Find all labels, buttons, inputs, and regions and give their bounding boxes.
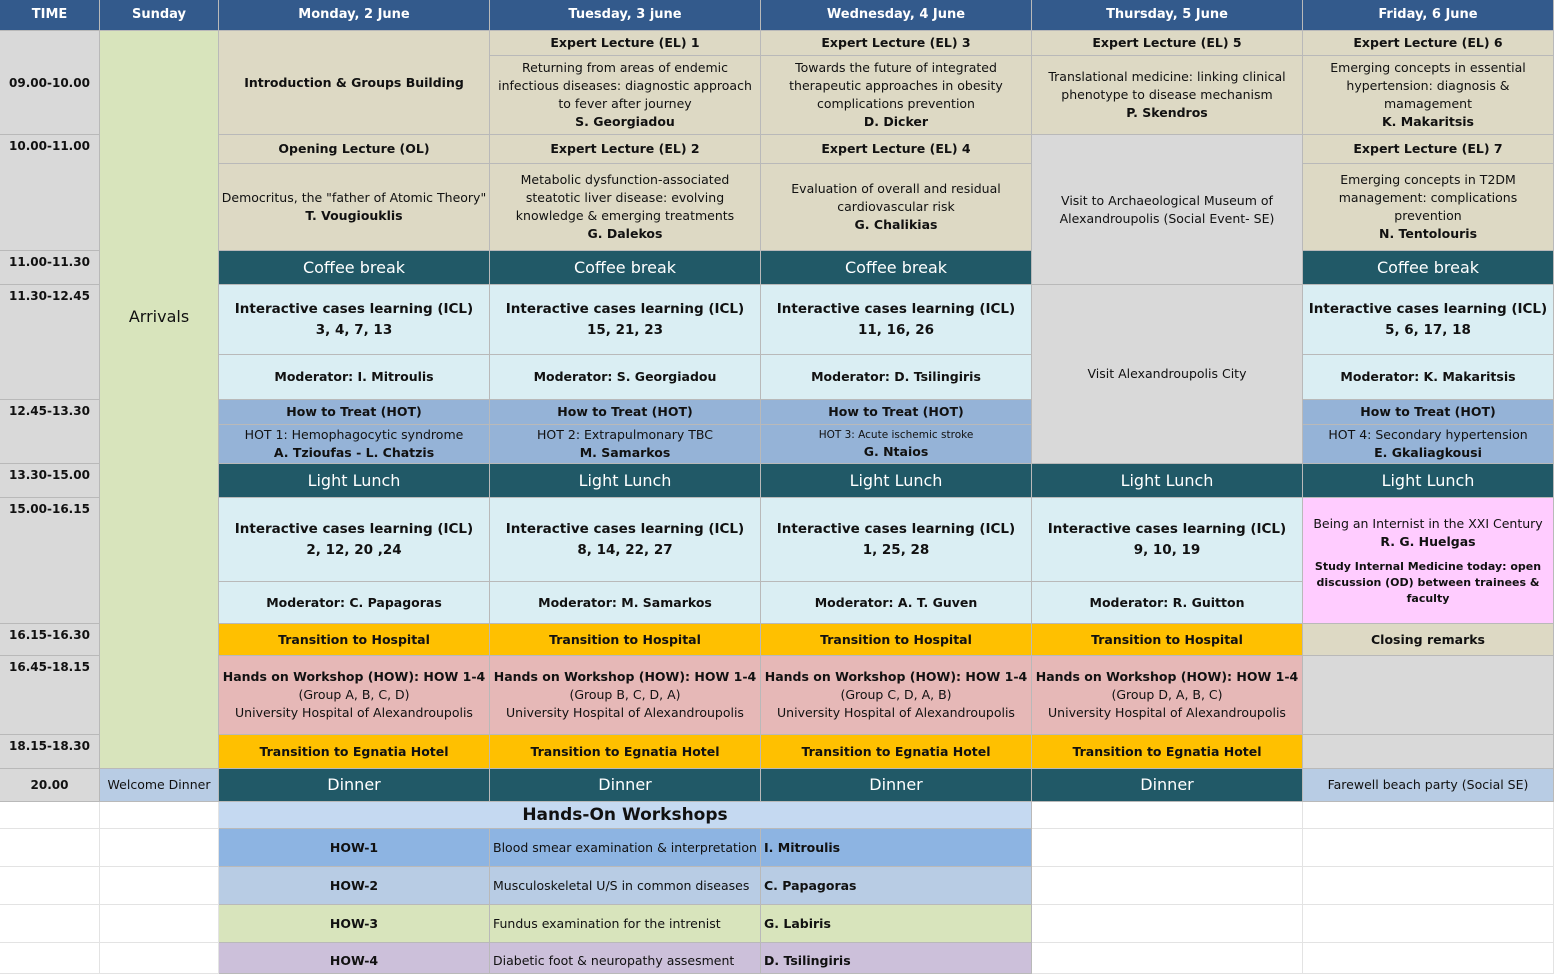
thursday-museum-visit: Visit to Archaeological Museum of Alexandroupolis (Social Event- SE)	[1032, 135, 1303, 285]
blank-cell	[1303, 802, 1554, 829]
friday-farewell-party: Farewell beach party (Social SE)	[1303, 769, 1554, 802]
workshop-tutor: I. Mitroulis	[761, 829, 1032, 867]
blank-cell	[0, 867, 100, 905]
tuesday-icl-afternoon	[490, 498, 761, 582]
monday-light-lunch: Light Lunch	[219, 464, 490, 498]
icl-title: Interactive cases learning (ICL)	[1047, 520, 1287, 537]
monday-opening-lecture-title: Opening Lecture (OL)	[219, 135, 490, 164]
thursday-icl-afternoon-moderator: Moderator: R. Guitton	[1032, 582, 1303, 624]
session-text: Being an Internist in the XXI Century	[1313, 516, 1543, 531]
wednesday-el4	[761, 164, 1032, 251]
time-slot: 16.45-18.15	[0, 656, 100, 735]
hot-text: HOT 2: Extrapulmonary TBC	[537, 427, 713, 442]
hot-text: HOT 3: Acute ischemic stroke	[818, 429, 974, 441]
blank-cell	[100, 905, 219, 943]
blank-cell	[1303, 867, 1554, 905]
tuesday-hot-title: How to Treat (HOT)	[490, 400, 761, 425]
lecture-text: Returning from areas of endemic infectious diseases: diagnostic approach to fever after journey	[498, 60, 752, 111]
thursday-workshop	[1032, 656, 1303, 735]
monday-icl-morning	[219, 285, 490, 355]
tuesday-el2	[490, 164, 761, 251]
monday-introduction: Introduction & Groups Building	[219, 31, 490, 135]
blank-cell	[0, 802, 100, 829]
icl-cases: 15, 21, 23	[586, 321, 664, 338]
wednesday-coffee-break: Coffee break	[761, 251, 1032, 285]
workshop-title: Hands on Workshop (HOW): HOW 1-4	[222, 669, 486, 684]
friday-internist-session	[1303, 498, 1554, 624]
open-discussion: Study Internal Medicine today: open discussion (OD) between trainees & faculty	[1314, 560, 1542, 605]
lecture-text: Democritus, the "father of Atomic Theory"	[221, 190, 487, 205]
workshop-tutor: D. Tsilingiris	[761, 943, 1032, 974]
lecture-text: Emerging concepts in essential hypertension: diagnosis & mamagement	[1330, 60, 1526, 111]
icl-title: Interactive cases learning (ICL)	[1308, 300, 1548, 317]
header-wednesday: Wednesday, 4 June	[761, 0, 1032, 31]
blank-cell	[100, 829, 219, 867]
monday-icl-afternoon	[219, 498, 490, 582]
time-slot: 11.30-12.45	[0, 285, 100, 400]
friday-empty-slot	[1303, 735, 1554, 769]
workshop-code: HOW-1	[219, 829, 490, 867]
workshop-title: Hands on Workshop (HOW): HOW 1-4	[764, 669, 1028, 684]
tuesday-transition-hotel: Transition to Egnatia Hotel	[490, 735, 761, 769]
workshop-code: HOW-2	[219, 867, 490, 905]
header-time: TIME	[0, 0, 100, 31]
lecture-text: Translational medicine: linking clinical phenotype to disease mechanism	[1048, 69, 1286, 102]
header-thursday: Thursday, 5 June	[1032, 0, 1303, 31]
workshops-title: Hands-On Workshops	[219, 802, 1032, 829]
hot-speaker: M. Samarkos	[579, 445, 671, 460]
header-tuesday: Tuesday, 3 june	[490, 0, 761, 31]
friday-hot	[1303, 425, 1554, 464]
wednesday-hot	[761, 425, 1032, 464]
lecture-speaker: D. Dicker	[863, 114, 929, 129]
thursday-transition-hospital: Transition to Hospital	[1032, 624, 1303, 656]
time-slot: 16.15-16.30	[0, 624, 100, 656]
monday-transition-hospital: Transition to Hospital	[219, 624, 490, 656]
tuesday-icl-afternoon-moderator: Moderator: M. Samarkos	[490, 582, 761, 624]
friday-el7	[1303, 164, 1554, 251]
wednesday-workshop	[761, 656, 1032, 735]
thursday-icl-afternoon	[1032, 498, 1303, 582]
wednesday-transition-hospital: Transition to Hospital	[761, 624, 1032, 656]
workshop-groups: (Group A, B, C, D)	[298, 687, 410, 702]
tuesday-el1-title: Expert Lecture (EL) 1	[490, 31, 761, 56]
time-slot: 12.45-13.30	[0, 400, 100, 464]
wednesday-icl-morning-moderator: Moderator: D. Tsilingiris	[761, 355, 1032, 400]
workshop-title: Hands on Workshop (HOW): HOW 1-4	[1035, 669, 1299, 684]
monday-transition-hotel: Transition to Egnatia Hotel	[219, 735, 490, 769]
monday-icl-afternoon-moderator: Moderator: C. Papagoras	[219, 582, 490, 624]
blank-cell	[1303, 905, 1554, 943]
icl-cases: 2, 12, 20 ,24	[306, 541, 402, 558]
lecture-speaker: G. Dalekos	[587, 226, 663, 241]
blank-cell	[1032, 943, 1303, 974]
friday-el6-title: Expert Lecture (EL) 6	[1303, 31, 1554, 56]
workshop-code: HOW-3	[219, 905, 490, 943]
tuesday-el1	[490, 56, 761, 135]
lecture-text: Towards the future of integrated therapeutic approaches in obesity complications prevention	[789, 60, 1003, 111]
lecture-speaker: N. Tentolouris	[1378, 226, 1478, 241]
monday-icl-morning-moderator: Moderator: I. Mitroulis	[219, 355, 490, 400]
hot-speaker: A. Tzioufas - L. Chatzis	[273, 445, 435, 460]
lecture-speaker: S. Georgiadou	[575, 114, 675, 129]
icl-title: Interactive cases learning (ICL)	[776, 520, 1016, 537]
workshop-topic: Musculoskeletal U/S in common diseases	[490, 867, 761, 905]
monday-hot	[219, 425, 490, 464]
wednesday-transition-hotel: Transition to Egnatia Hotel	[761, 735, 1032, 769]
blank-cell	[1032, 802, 1303, 829]
sunday-arrivals: Arrivals	[100, 31, 219, 769]
wednesday-light-lunch: Light Lunch	[761, 464, 1032, 498]
friday-icl-morning	[1303, 285, 1554, 355]
lecture-speaker: G. Chalikias	[854, 217, 938, 232]
icl-cases: 9, 10, 19	[1133, 541, 1201, 558]
friday-el6	[1303, 56, 1554, 135]
tuesday-workshop	[490, 656, 761, 735]
blank-cell	[100, 867, 219, 905]
icl-cases: 8, 14, 22, 27	[577, 541, 673, 558]
tuesday-coffee-break: Coffee break	[490, 251, 761, 285]
workshop-place: University Hospital of Alexandroupolis	[777, 705, 1015, 720]
blank-cell	[1303, 943, 1554, 974]
icl-title: Interactive cases learning (ICL)	[234, 300, 474, 317]
workshop-topic: Fundus examination for the intrenist	[490, 905, 761, 943]
time-slot: 18.15-18.30	[0, 735, 100, 769]
tuesday-transition-hospital: Transition to Hospital	[490, 624, 761, 656]
tuesday-icl-morning	[490, 285, 761, 355]
hot-speaker: E. Gkaliagkousi	[1374, 445, 1482, 460]
icl-title: Interactive cases learning (ICL)	[505, 520, 745, 537]
icl-cases: 1, 25, 28	[862, 541, 930, 558]
thursday-el5	[1032, 56, 1303, 135]
monday-hot-title: How to Treat (HOT)	[219, 400, 490, 425]
monday-coffee-break: Coffee break	[219, 251, 490, 285]
sunday-welcome-dinner: Welcome Dinner	[100, 769, 219, 802]
wednesday-el4-title: Expert Lecture (EL) 4	[761, 135, 1032, 164]
header-monday: Monday, 2 June	[219, 0, 490, 31]
wednesday-icl-afternoon	[761, 498, 1032, 582]
time-slot: 13.30-15.00	[0, 464, 100, 498]
blank-cell	[1032, 867, 1303, 905]
tuesday-dinner: Dinner	[490, 769, 761, 802]
icl-cases: 5, 6, 17, 18	[1385, 321, 1471, 338]
icl-cases: 11, 16, 26	[857, 321, 935, 338]
icl-title: Interactive cases learning (ICL)	[776, 300, 1016, 317]
monday-opening-lecture	[219, 164, 490, 251]
workshop-topic: Blood smear examination & interpretation	[490, 829, 761, 867]
workshop-topic: Diabetic foot & neuropathy assesment	[490, 943, 761, 974]
workshop-place: University Hospital of Alexandroupolis	[1048, 705, 1286, 720]
wednesday-dinner: Dinner	[761, 769, 1032, 802]
tuesday-light-lunch: Light Lunch	[490, 464, 761, 498]
monday-workshop	[219, 656, 490, 735]
workshop-groups: (Group D, A, B, C)	[1111, 687, 1223, 702]
blank-cell	[100, 943, 219, 974]
icl-title: Interactive cases learning (ICL)	[234, 520, 474, 537]
lecture-text: Evaluation of overall and residual cardiovascular risk	[791, 181, 1001, 214]
hot-text: HOT 4: Secondary hypertension	[1328, 427, 1528, 442]
wednesday-el3	[761, 56, 1032, 135]
blank-cell	[1032, 829, 1303, 867]
wednesday-hot-title: How to Treat (HOT)	[761, 400, 1032, 425]
workshop-tutor: C. Papagoras	[761, 867, 1032, 905]
friday-empty-slot	[1303, 656, 1554, 735]
lecture-text: Metabolic dysfunction-associated steatotic liver disease: evolving knowledge & emerging treatments	[515, 172, 735, 223]
time-slot: 11.00-11.30	[0, 251, 100, 285]
time-slot: 09.00-10.00	[0, 31, 100, 135]
friday-icl-morning-moderator: Moderator: K. Makaritsis	[1303, 355, 1554, 400]
blank-cell	[1032, 905, 1303, 943]
thursday-dinner: Dinner	[1032, 769, 1303, 802]
lecture-speaker: P. Skendros	[1126, 105, 1208, 120]
lecture-speaker: T. Vougiouklis	[305, 208, 403, 223]
icl-cases: 3, 4, 7, 13	[315, 321, 393, 338]
hot-text: HOT 1: Hemophagocytic syndrome	[244, 427, 464, 442]
time-slot: 10.00-11.00	[0, 135, 100, 251]
workshop-code: HOW-4	[219, 943, 490, 974]
hot-speaker: G. Ntaios	[863, 444, 929, 459]
friday-coffee-break: Coffee break	[1303, 251, 1554, 285]
wednesday-icl-morning	[761, 285, 1032, 355]
icl-title: Interactive cases learning (ICL)	[505, 300, 745, 317]
thursday-city-visit: Visit Alexandroupolis City	[1032, 285, 1303, 464]
workshop-groups: (Group C, D, A, B)	[840, 687, 952, 702]
tuesday-hot	[490, 425, 761, 464]
workshop-tutor: G. Labiris	[761, 905, 1032, 943]
workshop-place: University Hospital of Alexandroupolis	[235, 705, 473, 720]
header-sunday: Sunday	[100, 0, 219, 31]
blank-cell	[0, 943, 100, 974]
workshop-groups: (Group B, C, D, A)	[569, 687, 681, 702]
friday-closing-remarks: Closing remarks	[1303, 624, 1554, 656]
blank-cell	[0, 905, 100, 943]
friday-hot-title: How to Treat (HOT)	[1303, 400, 1554, 425]
time-slot: 15.00-16.15	[0, 498, 100, 624]
thursday-light-lunch: Light Lunch	[1032, 464, 1303, 498]
blank-cell	[100, 802, 219, 829]
time-slot: 20.00	[0, 769, 100, 802]
workshop-place: University Hospital of Alexandroupolis	[506, 705, 744, 720]
blank-cell	[0, 829, 100, 867]
friday-el7-title: Expert Lecture (EL) 7	[1303, 135, 1554, 164]
thursday-transition-hotel: Transition to Egnatia Hotel	[1032, 735, 1303, 769]
tuesday-el2-title: Expert Lecture (EL) 2	[490, 135, 761, 164]
blank-cell	[1303, 829, 1554, 867]
monday-dinner: Dinner	[219, 769, 490, 802]
workshop-title: Hands on Workshop (HOW): HOW 1-4	[493, 669, 757, 684]
lecture-speaker: K. Makaritsis	[1382, 114, 1474, 129]
header-friday: Friday, 6 June	[1303, 0, 1554, 31]
wednesday-icl-afternoon-moderator: Moderator: A. T. Guven	[761, 582, 1032, 624]
thursday-el5-title: Expert Lecture (EL) 5	[1032, 31, 1303, 56]
wednesday-el3-title: Expert Lecture (EL) 3	[761, 31, 1032, 56]
session-speaker: R. G. Huelgas	[1380, 534, 1476, 549]
lecture-text: Emerging concepts in T2DM management: complications prevention	[1338, 172, 1518, 223]
tuesday-icl-morning-moderator: Moderator: S. Georgiadou	[490, 355, 761, 400]
friday-light-lunch: Light Lunch	[1303, 464, 1554, 498]
